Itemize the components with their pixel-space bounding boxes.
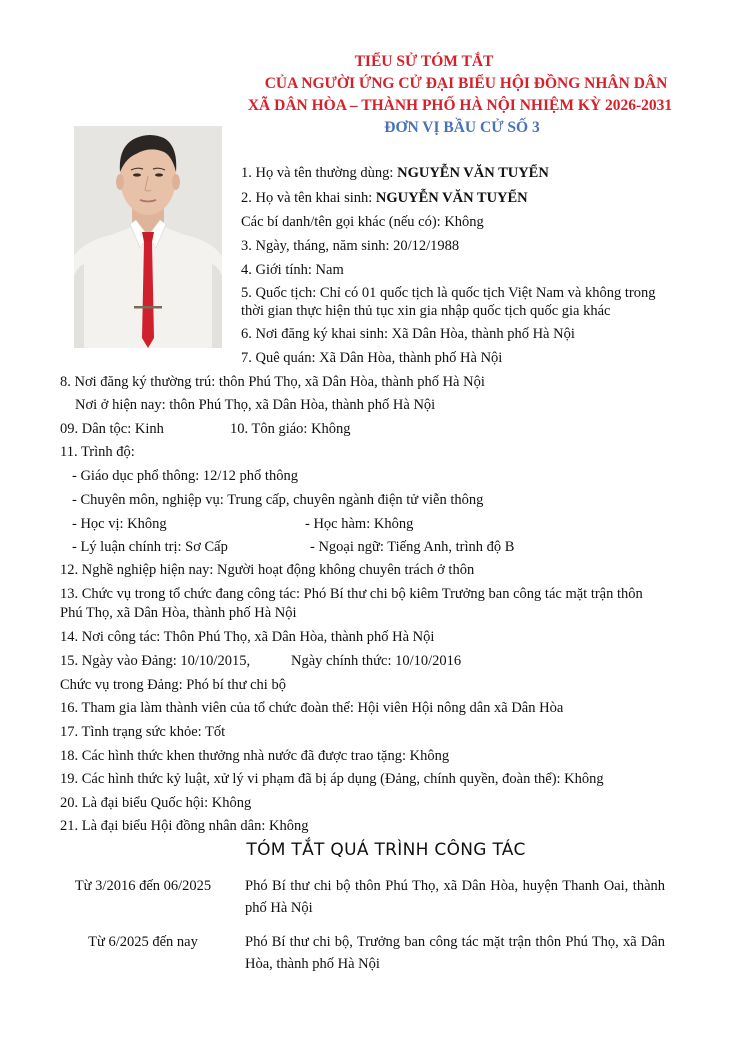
field-birth-name-value: NGUYỄN VĂN TUYỂN xyxy=(375,190,528,206)
field-foreign-language: - Ngoại ngữ: Tiếng Anh, trình độ B xyxy=(310,539,515,555)
work-history-heading: TÓM TẮT QUÁ TRÌNH CÔNG TÁC xyxy=(246,840,526,860)
field-common-name xyxy=(241,164,549,182)
field-education-heading: 11. Trình độ: xyxy=(60,444,135,460)
work-period: Từ 6/2025 đến nay xyxy=(88,934,198,950)
field-ethnicity: 09. Dân tộc: Kinh xyxy=(60,421,164,437)
field-nationality-line1: 5. Quốc tịch: Chỉ có 01 quốc tịch là quốc tịch Việt Nam và không trong xyxy=(241,285,656,301)
field-state-awards: 18. Các hình thức khen thưởng nhà nước đã được trao tặng: Không xyxy=(60,748,450,764)
field-occupation: 12. Nghề nghiệp hiện nay: Người hoạt động không chuyên trách ở thôn xyxy=(60,562,475,578)
field-party-official-date: Ngày chính thức: 10/10/2016 xyxy=(291,653,462,669)
work-description: Phó Bí thư chi bộ, Trưởng ban công tác mặt trận thôn Phú Thọ, xã Dân Hòa, thành phố Hà Nội xyxy=(245,934,665,972)
field-political-theory: - Lý luận chính trị: Sơ Cấp xyxy=(72,539,228,555)
field-birth-registration: 6. Nơi đăng ký khai sinh: Xã Dân Hòa, thành phố Hà Nội xyxy=(241,326,575,342)
field-permanent-residence: 8. Nơi đăng ký thường trú: thôn Phú Thọ, xã Dân Hòa, thành phố Hà Nội xyxy=(60,374,485,390)
field-common-name-value: NGUYỄN VĂN TUYỂN xyxy=(397,165,549,181)
field-general-education: - Giáo dục phổ thông: 12/12 phổ thông xyxy=(72,468,298,484)
field-peoples-council-delegate: 21. Là đại biểu Hội đồng nhân dân: Không xyxy=(60,818,309,834)
field-party-join-date: 15. Ngày vào Đảng: 10/10/2015, xyxy=(60,653,251,669)
field-current-residence: Nơi ở hiện nay: thôn Phú Thọ, xã Dân Hòa, thành phố Hà Nội xyxy=(75,397,436,413)
field-position-line1: 13. Chức vụ trong tổ chức đang công tác: Phó Bí thư chi bộ kiêm Trưởng ban công tác mặt trận thôn xyxy=(60,586,643,602)
field-nationality-line2: thời gian thực hiện thủ tục xin gia nhập quốc tịch quốc gia khác xyxy=(241,303,611,319)
document-subtitle-candidate: CỦA NGƯỜI ỨNG CỬ ĐẠI BIỂU HỘI ĐỒNG NHÂN DÂN xyxy=(264,75,668,92)
document-title: TIỂU SỬ TÓM TẮT xyxy=(354,53,494,70)
portrait-image-icon xyxy=(74,126,222,348)
field-health-status: 17. Tình trạng sức khỏe: Tốt xyxy=(60,724,226,740)
field-gender: 4. Giới tính: Nam xyxy=(241,262,344,278)
field-workplace: 14. Nơi công tác: Thôn Phú Thọ, xã Dân Hòa, thành phố Hà Nội xyxy=(60,629,435,645)
field-disciplinary-actions: 19. Các hình thức kỷ luật, xử lý vi phạm đã bị áp dụng (Đảng, chính quyền, đoàn thể): Không xyxy=(60,771,604,787)
field-position-line2: Phú Thọ, xã Dân Hòa, thành phố Hà Nội xyxy=(60,605,297,621)
field-academic-title: - Học hàm: Không xyxy=(305,516,414,532)
field-national-assembly-delegate: 20. Là đại biểu Quốc hội: Không xyxy=(60,795,252,811)
work-description: Phó Bí thư chi bộ thôn Phú Thọ, xã Dân Hòa, huyện Thanh Oai, thành phố Hà Nội xyxy=(245,878,665,916)
document-subtitle-term: XÃ DÂN HÒA – THÀNH PHỐ HÀ NỘI NHIỆM KỲ 2026-2031 xyxy=(247,97,673,114)
electoral-unit-label: ĐƠN VỊ BẦU CỬ SỐ 3 xyxy=(384,119,540,136)
field-common-name-label: 1. Họ và tên thường dùng: xyxy=(241,165,398,181)
field-professional-qualification: - Chuyên môn, nghiệp vụ: Trung cấp, chuyên ngành điện tử viễn thông xyxy=(72,492,484,508)
work-period: Từ 3/2016 đến 06/2025 xyxy=(74,878,212,894)
field-birth-name-label: 2. Họ và tên khai sinh: xyxy=(241,190,376,206)
field-date-of-birth: 3. Ngày, tháng, năm sinh: 20/12/1988 xyxy=(241,238,460,254)
field-birth-name xyxy=(241,189,528,207)
field-hometown: 7. Quê quán: Xã Dân Hòa, thành phố Hà Nội xyxy=(241,350,503,366)
field-academic-degree: - Học vị: Không xyxy=(72,516,167,532)
field-alias: Các bí danh/tên gọi khác (nếu có): Không xyxy=(241,214,484,230)
candidate-photo xyxy=(74,126,222,348)
field-religion: 10. Tôn giáo: Không xyxy=(230,421,351,437)
field-organization-membership: 16. Tham gia làm thành viên của tổ chức đoàn thể: Hội viên Hội nông dân xã Dân Hòa xyxy=(60,700,564,716)
field-party-position: Chức vụ trong Đảng: Phó bí thư chi bộ xyxy=(60,677,286,693)
